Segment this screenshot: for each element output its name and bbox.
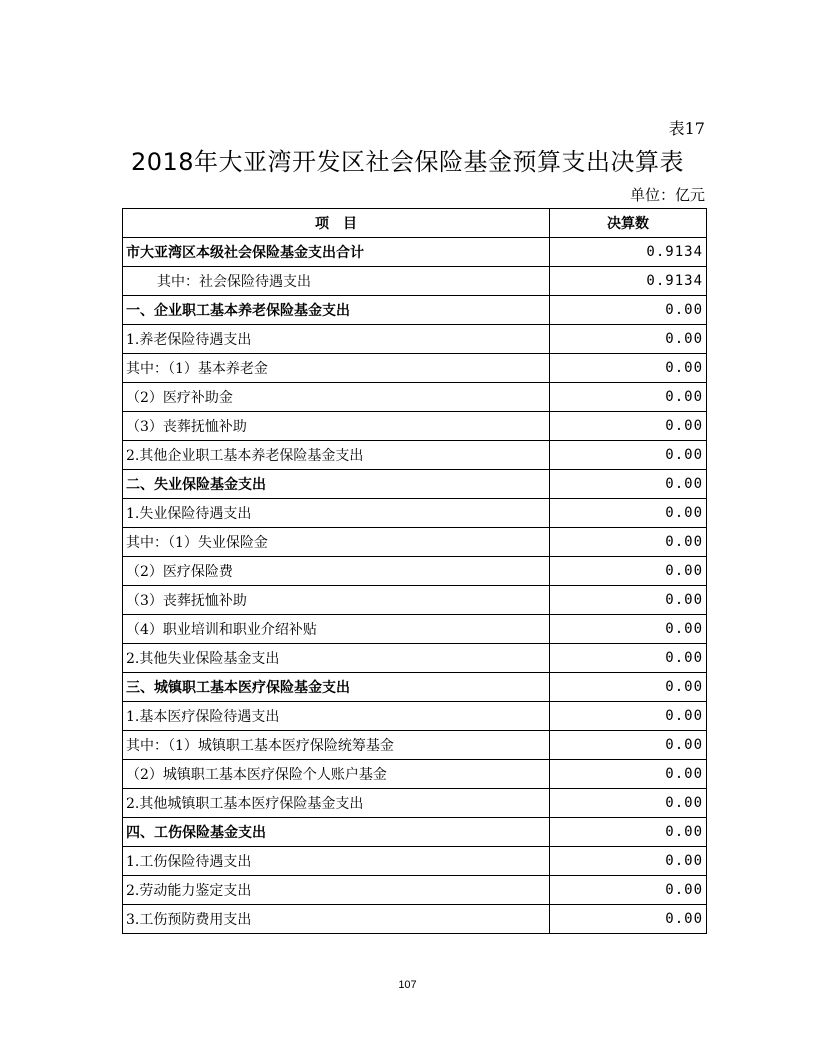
table-row — [123, 412, 707, 441]
row-value: 0.00 — [550, 441, 707, 470]
row-label: （2）医疗补助金 — [123, 383, 550, 412]
table-number: 表17 — [668, 119, 705, 138]
table-row — [123, 354, 707, 383]
table-row — [123, 876, 707, 905]
row-value: 0.00 — [550, 644, 707, 673]
column-header-item: 项 目 — [123, 209, 550, 238]
table-row — [123, 644, 707, 673]
row-value: 0.00 — [550, 470, 707, 499]
budget-table — [122, 208, 707, 934]
row-label: 市大亚湾区本级社会保险基金支出合计 — [123, 238, 550, 267]
row-label: （2）医疗保险费 — [123, 557, 550, 586]
row-value: 0.9134 — [550, 238, 707, 267]
row-label: 其中：（1）基本养老金 — [123, 354, 550, 383]
table-row — [123, 325, 707, 354]
table-row — [123, 702, 707, 731]
row-label: 2.其他失业保险基金支出 — [123, 644, 550, 673]
row-value: 0.00 — [550, 905, 707, 934]
row-label: （3）丧葬抚恤补助 — [123, 412, 550, 441]
row-label: 其中：（1）失业保险金 — [123, 528, 550, 557]
row-value: 0.00 — [550, 731, 707, 760]
row-value: 0.00 — [550, 876, 707, 905]
row-value: 0.00 — [550, 412, 707, 441]
table-row — [123, 731, 707, 760]
table-row — [123, 296, 707, 325]
table-body — [123, 238, 707, 934]
row-label: 2.其他企业职工基本养老保险基金支出 — [123, 441, 550, 470]
row-value: 0.00 — [550, 557, 707, 586]
table-row — [123, 441, 707, 470]
row-value: 0.00 — [550, 528, 707, 557]
row-label: 1.工伤保险待遇支出 — [123, 847, 550, 876]
table-row — [123, 557, 707, 586]
table-row — [123, 499, 707, 528]
row-value: 0.00 — [550, 296, 707, 325]
row-label: 2.其他城镇职工基本医疗保险基金支出 — [123, 789, 550, 818]
row-value: 0.00 — [550, 760, 707, 789]
row-label: 1.失业保险待遇支出 — [123, 499, 550, 528]
page-title: 2018年大亚湾开发区社会保险基金预算支出决算表 — [130, 148, 685, 176]
row-value: 0.00 — [550, 383, 707, 412]
row-label: （2）城镇职工基本医疗保险个人账户基金 — [123, 760, 550, 789]
table-row — [123, 847, 707, 876]
table-row — [123, 238, 707, 267]
row-value: 0.00 — [550, 499, 707, 528]
row-label: 一、企业职工基本养老保险基金支出 — [123, 296, 550, 325]
row-value: 0.00 — [550, 673, 707, 702]
row-value: 0.00 — [550, 789, 707, 818]
row-label: 1.养老保险待遇支出 — [123, 325, 550, 354]
row-label: 2.劳动能力鉴定支出 — [123, 876, 550, 905]
row-label: 四、工伤保险基金支出 — [123, 818, 550, 847]
row-label: （4）职业培训和职业介绍补贴 — [123, 615, 550, 644]
table-row — [123, 789, 707, 818]
row-value: 0.00 — [550, 847, 707, 876]
column-header-value: 决算数 — [550, 209, 707, 238]
row-value: 0.9134 — [550, 267, 707, 296]
row-value: 0.00 — [550, 325, 707, 354]
row-label: 二、失业保险基金支出 — [123, 470, 550, 499]
table-row — [123, 760, 707, 789]
row-label: （3）丧葬抚恤补助 — [123, 586, 550, 615]
row-value: 0.00 — [550, 354, 707, 383]
page-number: 107 — [398, 979, 417, 991]
row-label: 3.工伤预防费用支出 — [123, 905, 550, 934]
row-label: 其中：（1）城镇职工基本医疗保险统筹基金 — [123, 731, 550, 760]
table-row — [123, 470, 707, 499]
row-label: 1.基本医疗保险待遇支出 — [123, 702, 550, 731]
row-value: 0.00 — [550, 818, 707, 847]
row-value: 0.00 — [550, 615, 707, 644]
table-row — [123, 673, 707, 702]
table-row — [123, 267, 707, 296]
table-row — [123, 383, 707, 412]
row-value: 0.00 — [550, 702, 707, 731]
table-row — [123, 615, 707, 644]
table-row — [123, 818, 707, 847]
row-label: 其中：社会保险待遇支出 — [123, 267, 550, 296]
row-value: 0.00 — [550, 586, 707, 615]
table-row — [123, 905, 707, 934]
row-label: 三、城镇职工基本医疗保险基金支出 — [123, 673, 550, 702]
table-row — [123, 586, 707, 615]
unit-label: 单位：亿元 — [629, 186, 705, 204]
table-header-row — [123, 209, 707, 238]
table-row — [123, 528, 707, 557]
